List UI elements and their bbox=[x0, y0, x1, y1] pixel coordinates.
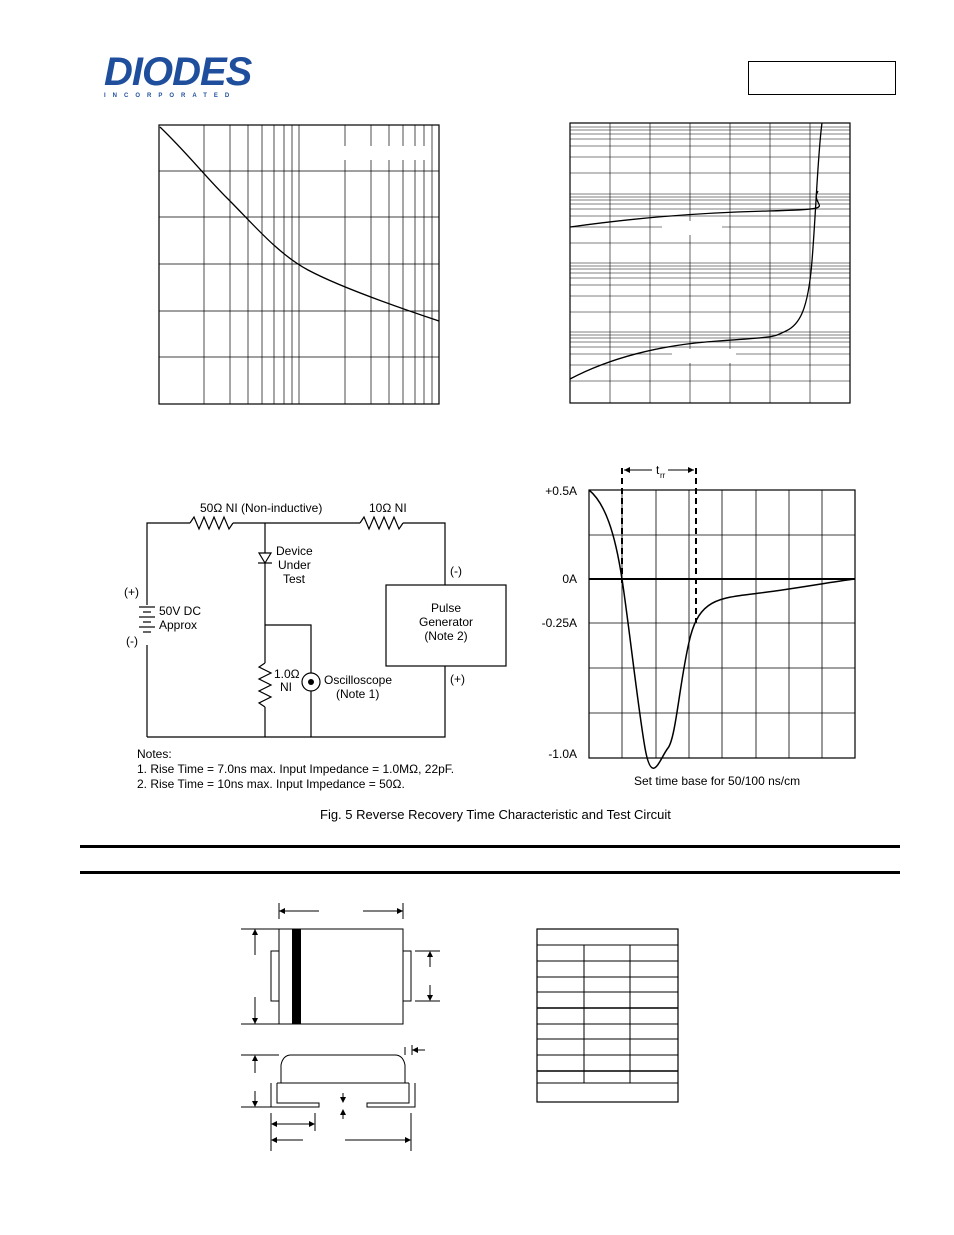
dimension-table bbox=[536, 928, 680, 1104]
test-circuit bbox=[118, 495, 518, 740]
generator-minus-label: (-) bbox=[450, 564, 462, 578]
scope-wire-top bbox=[265, 625, 311, 673]
y-label-zero: 0A bbox=[562, 572, 577, 586]
logo-text: DIODES bbox=[104, 50, 252, 94]
generator-plus-label: (+) bbox=[450, 672, 465, 686]
forward-characteristics-chart bbox=[568, 121, 853, 406]
y-label-minus-one: -1.0A bbox=[548, 747, 577, 761]
scope-label-1: Oscilloscope bbox=[324, 673, 393, 687]
package-outline-drawing bbox=[235, 895, 445, 1160]
oscilloscope-dot bbox=[308, 679, 314, 685]
r1-label: 50Ω NI (Non-inductive) bbox=[200, 501, 323, 515]
notes-title: Notes: bbox=[137, 747, 172, 761]
section-rule-top bbox=[80, 845, 900, 848]
lead-left-side-view bbox=[271, 1083, 319, 1107]
capacitance-legend-mask bbox=[338, 146, 428, 160]
supply-label-2: Approx bbox=[159, 618, 198, 632]
dut-line-2: Under bbox=[278, 558, 311, 572]
pulse-label-2: Generator bbox=[418, 615, 474, 629]
part-number-box bbox=[748, 61, 896, 95]
dut-line-3: Test bbox=[283, 572, 306, 586]
trr-arrowhead-left bbox=[624, 467, 630, 473]
trr-arrowhead-right bbox=[688, 467, 694, 473]
lead-left-top-view bbox=[271, 951, 279, 1001]
diodes-logo bbox=[104, 52, 269, 98]
forward-label-mask-2 bbox=[672, 349, 736, 363]
r3-label-2: NI bbox=[280, 680, 292, 694]
figure-caption: Fig. 5 Reverse Recovery Time Characteristic and Test Circuit bbox=[320, 807, 671, 822]
supply-minus-label: (-) bbox=[126, 634, 138, 648]
trr-label: t bbox=[656, 463, 660, 477]
r2-label: 10Ω NI bbox=[369, 501, 407, 515]
diode-symbol bbox=[259, 553, 271, 563]
trr-subscript: rr bbox=[660, 471, 666, 480]
cathode-band bbox=[292, 929, 301, 1024]
scope-label-2: (Note 1) bbox=[336, 687, 380, 701]
resistor-r3 bbox=[259, 663, 271, 707]
top-wire-right bbox=[403, 523, 445, 585]
lead-right-side-view bbox=[367, 1083, 415, 1107]
y-label-plus-half: +0.5A bbox=[545, 484, 577, 498]
capacitance-chart bbox=[158, 124, 442, 406]
pulse-label-1: Pulse bbox=[430, 601, 462, 615]
supply-plus-label: (+) bbox=[124, 585, 139, 599]
section-rule-bottom bbox=[80, 871, 900, 874]
lead-right-top-view bbox=[403, 951, 411, 1001]
package-body-side-view bbox=[281, 1055, 405, 1083]
forward-label-mask-1 bbox=[662, 221, 722, 235]
pulse-label-3: (Note 2) bbox=[424, 629, 468, 643]
y-label-minus-quarter: -0.25A bbox=[541, 616, 577, 630]
r3-label-1: 1.0Ω bbox=[274, 667, 300, 681]
note-1: 1. Rise Time = 7.0ns max. Input Impedance = 1.0MΩ, 22pF. bbox=[137, 762, 455, 776]
resistor-r1 bbox=[190, 517, 233, 529]
dut-line-1: Device bbox=[276, 544, 313, 558]
reverse-recovery-waveform bbox=[520, 458, 860, 793]
logo-subtext: INCORPORATED bbox=[104, 93, 237, 99]
note-2: 2. Rise Time = 10ns max. Input Impedance = 50Ω. bbox=[137, 777, 405, 791]
supply-label-1: 50V DC bbox=[159, 604, 202, 618]
time-base-note: Set time base for 50/100 ns/cm bbox=[634, 774, 801, 788]
resistor-r2 bbox=[360, 517, 403, 529]
